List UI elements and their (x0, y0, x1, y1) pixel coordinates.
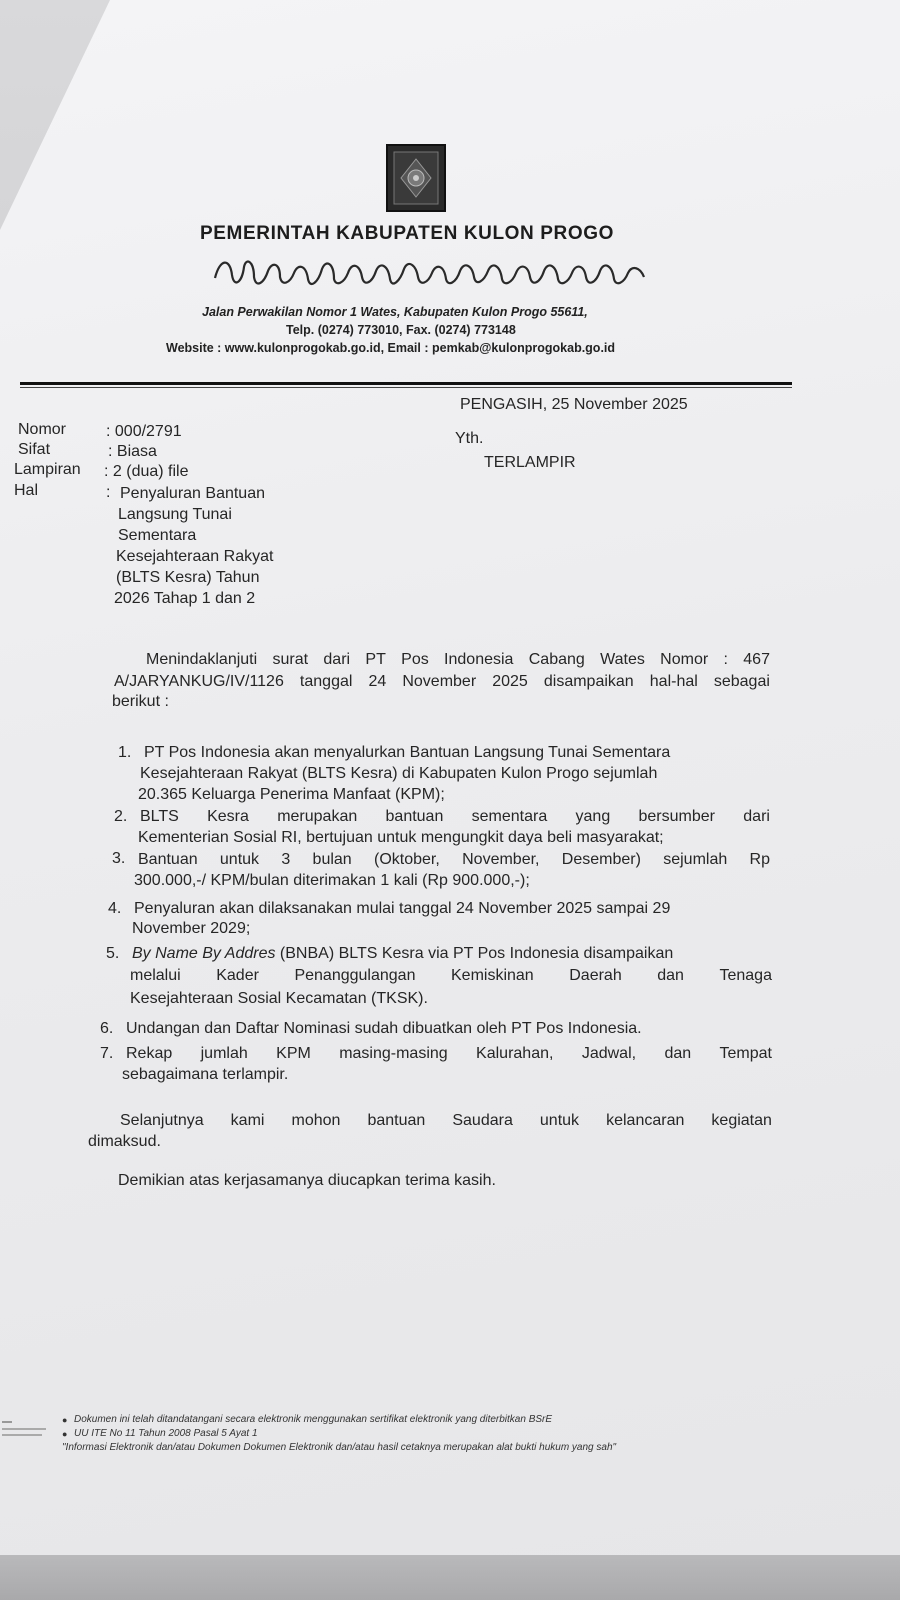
intro-line-1: Menindaklanjuti surat dari PT Pos Indonesia Cabang Wates Nomor : 467 (146, 651, 770, 668)
nomor-value: : 000/2791 (106, 423, 182, 440)
place-date: PENGASIH, 25 November 2025 (460, 396, 688, 413)
address-line: Jalan Perwakilan Nomor 1 Wates, Kabupaten Kulon Progo 55611, (202, 305, 588, 319)
letterhead-divider-thin (20, 387, 792, 388)
lampiran-value: : 2 (dua) file (104, 463, 189, 480)
item-7-line-1: Rekap jumlah KPM masing-masing Kalurahan, Jadwal, dan Tempat (126, 1045, 772, 1062)
hal-line-1: Penyaluran Bantuan (120, 485, 265, 502)
item-5-line-3: Kesejahteraan Sosial Kecamatan (TKSK). (130, 990, 428, 1007)
hal-colon: : (106, 484, 111, 501)
item-3-line-1: Bantuan untuk 3 bulan (Oktober, November, Desember) sejumlah Rp (138, 851, 770, 868)
closing-line-1: Selanjutnya kami mohon bantuan Saudara untuk kelancaran kegiatan (120, 1112, 772, 1129)
recipient-name: TERLAMPIR (484, 454, 576, 471)
letterhead-divider (20, 382, 792, 385)
hal-line-5: (BLTS Kesra) Tahun (116, 569, 260, 586)
item-7-line-2: sebagaimana terlampir. (122, 1066, 289, 1083)
item-3-number: 3. (112, 850, 126, 867)
hal-line-6: 2026 Tahap 1 dan 2 (114, 590, 256, 607)
item-5-line-2: melalui Kader Penanggulangan Kemiskinan Daerah dan Tenaga (130, 967, 772, 984)
government-name: PEMERINTAH KABUPATEN KULON PROGO (200, 223, 614, 244)
page-bottom-shadow (0, 1555, 900, 1600)
item-2-line-2: Kementerian Sosial RI, bertujuan untuk mengungkit daya beli masyarakat; (138, 829, 664, 846)
hal-line-3: Sementara (118, 527, 197, 544)
footer-note-2: UU ITE No 11 Tahun 2008 Pasal 5 Ayat 1 (74, 1428, 258, 1439)
qr-stamp-icon (0, 1418, 50, 1444)
footer-bullet-2: ● (62, 1429, 68, 1439)
intro-line-2: A/JARYANKUG/IV/1126 tanggal 24 November 2025 disampaikan hal-hal sebagai (114, 673, 770, 690)
item-1-line-1: PT Pos Indonesia akan menyalurkan Bantuan Langsung Tunai Sementara (144, 744, 671, 761)
item-3-line-2: 300.000,-/ KPM/bulan diterimakan 1 kali (Rp 900.000,-); (134, 872, 530, 889)
hal-line-2: Langsung Tunai (118, 506, 232, 523)
footer-note-1: Dokumen ini telah ditandatangani secara elektronik menggunakan sertifikat elektronik yang diterbitkan BSrE (74, 1414, 553, 1425)
item-1-line-2: Kesejahteraan Rakyat (BLTS Kesra) di Kabupaten Kulon Progo sejumlah (140, 765, 658, 782)
item-7-number: 7. (100, 1045, 114, 1062)
sifat-value: : Biasa (108, 443, 157, 460)
closing-line-2: dimaksud. (88, 1133, 161, 1150)
footer-note-3: "Informasi Elektronik dan/atau Dokumen Dokumen Elektronik dan/atau hasil cetaknya merupakan alat bukti hukum yang sah" (62, 1442, 617, 1453)
item-1-number: 1. (118, 744, 132, 761)
phone-line: Telp. (0274) 773010, Fax. (0274) 773148 (286, 323, 516, 337)
hal-line-4: Kesejahteraan Rakyat (116, 548, 274, 565)
website-email-line: Website : www.kulonprogokab.go.id, Email : pemkab@kulonprogokab.go.id (166, 341, 616, 355)
item-1-line-3: 20.365 Keluarga Penerima Manfaat (KPM); (138, 786, 445, 803)
item-6-line-1: Undangan dan Daftar Nominasi sudah dibuatkan oleh PT Pos Indonesia. (126, 1020, 642, 1037)
hal-label: Hal (14, 482, 39, 499)
closing-thanks: Demikian atas kerjasamanya diucapkan terima kasih. (118, 1172, 496, 1189)
footer-bullet-1: ● (62, 1415, 68, 1425)
javanese-script-name (210, 253, 650, 293)
sifat-label: Sifat (18, 441, 51, 458)
item-4-line-1: Penyaluran akan dilaksanakan mulai tanggal 24 November 2025 sampai 29 (134, 900, 671, 917)
lampiran-label: Lampiran (14, 461, 81, 478)
item-2-number: 2. (114, 808, 128, 825)
item-5-number: 5. (106, 945, 120, 962)
item-4-number: 4. (108, 900, 122, 917)
regency-emblem-icon (386, 144, 446, 212)
intro-line-3: berikut : (112, 693, 169, 710)
recipient-salutation: Yth. (455, 430, 484, 447)
nomor-label: Nomor (18, 421, 67, 438)
item-4-line-2: November 2029; (132, 920, 251, 937)
item-2-line-1: BLTS Kesra merupakan bantuan sementara yang bersumber dari (140, 808, 770, 825)
item-5-line-1: By Name By Addres (BNBA) BLTS Kesra via PT Pos Indonesia disampaikan (132, 945, 674, 962)
item-6-number: 6. (100, 1020, 114, 1037)
